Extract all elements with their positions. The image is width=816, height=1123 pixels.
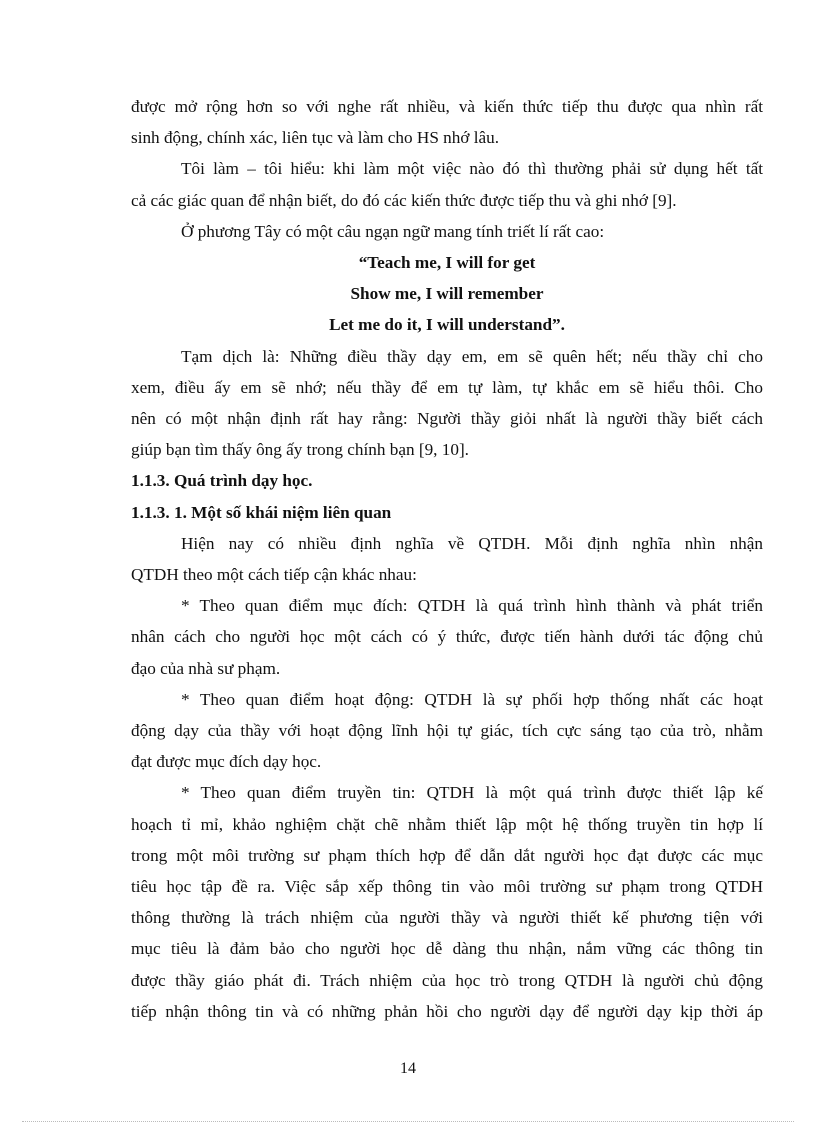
text-line: mục tiêu là đảm bảo cho người học dễ dàng thu nhận, nắm vững các thông tin (131, 939, 763, 959)
quote-line: “Teach me, I will for get (358, 253, 536, 273)
text-line: Hiện nay có nhiều định nghĩa về QTDH. Mỗi định nghĩa nhìn nhận (181, 533, 763, 553)
text-line: tiêu học tập đề ra. Việc sắp xếp thông tin vào môi trường sư phạm trong QTDH (131, 877, 763, 897)
text-line: nhân cách cho người học một cách có ý thức, được tiến hành dưới tác động chủ (131, 627, 763, 647)
text-line: hoạch tỉ mỉ, khảo nghiệm chặt chẽ nhằm thiết lập một hệ thống truyền tin hợp lí (131, 814, 763, 834)
text-line: cả các giác quan để nhận biết, do đó các kiến thức được tiếp thu và ghi nhớ [9]. (131, 190, 677, 210)
section-heading: 1.1.3. 1. Một số khái niệm liên quan (131, 502, 392, 522)
body-text (131, 91, 763, 1027)
text-line: QTDH theo một cách tiếp cận khác nhau: (131, 565, 417, 585)
text-line: Tạm dịch là: Những điều thầy dạy em, em sẽ quên hết; nếu thầy chỉ cho (181, 346, 763, 366)
text-line: tiếp nhận thông tin và có những phản hồi cho người dạy để người dạy kịp thời áp (131, 1001, 763, 1021)
text-line: giúp bạn tìm thấy ông ấy trong chính bạn [9, 10]. (131, 440, 469, 460)
page-bottom-divider (22, 1121, 794, 1122)
section-heading: 1.1.3. Quá trình dạy học. (131, 471, 313, 491)
text-line: được mở rộng hơn so với nghe rất nhiều, và kiến thức tiếp thu được qua nhìn rất (131, 97, 763, 116)
text-line: * Theo quan điểm truyền tin: QTDH là một quá trình được thiết lập kế (181, 783, 763, 803)
text-line: đạt được mục đích dạy học. (131, 752, 322, 772)
text-line: động dạy của thầy với hoạt động lĩnh hội tự giác, tích cực sáng tạo của trò, nhằm (131, 721, 763, 741)
text-line: xem, điều ấy em sẽ nhớ; nếu thầy để em tự làm, tự khắc em sẽ hiểu thôi. Cho (131, 377, 763, 397)
text-line: nên có một nhận định rất hay rằng: Người thầy giỏi nhất là người thầy biết cách (131, 409, 763, 429)
text-line: Tôi làm – tôi hiểu: khi làm một việc nào đó thì thường phải sử dụng hết tất (181, 159, 763, 179)
quote-line: Show me, I will remember (350, 284, 544, 304)
text-line: thông thường là trách nhiệm của người thầy và người thiết kế phương tiện với (131, 908, 763, 928)
text-line: đạo của nhà sư phạm. (131, 658, 281, 678)
quote-line: Let me do it, I will understand”. (329, 315, 565, 335)
page-number: 14 (400, 1060, 416, 1077)
text-line: * Theo quan điểm mục đích: QTDH là quá trình hình thành và phát triển (181, 596, 763, 616)
text-line: trong một môi trường sư phạm thích hợp để dẫn dắt người học đạt được các mục (131, 845, 763, 865)
text-line: sinh động, chính xác, liên tục và làm cho HS nhớ lâu. (131, 128, 500, 148)
text-line: được thầy giáo phát đi. Trách nhiệm của học trò trong QTDH là người chủ động (131, 970, 763, 990)
text-line: * Theo quan điểm hoạt động: QTDH là sự phối hợp thống nhất các hoạt (181, 689, 763, 709)
text-line: Ở phương Tây có một câu ngạn ngữ mang tính triết lí rất cao: (181, 221, 605, 241)
